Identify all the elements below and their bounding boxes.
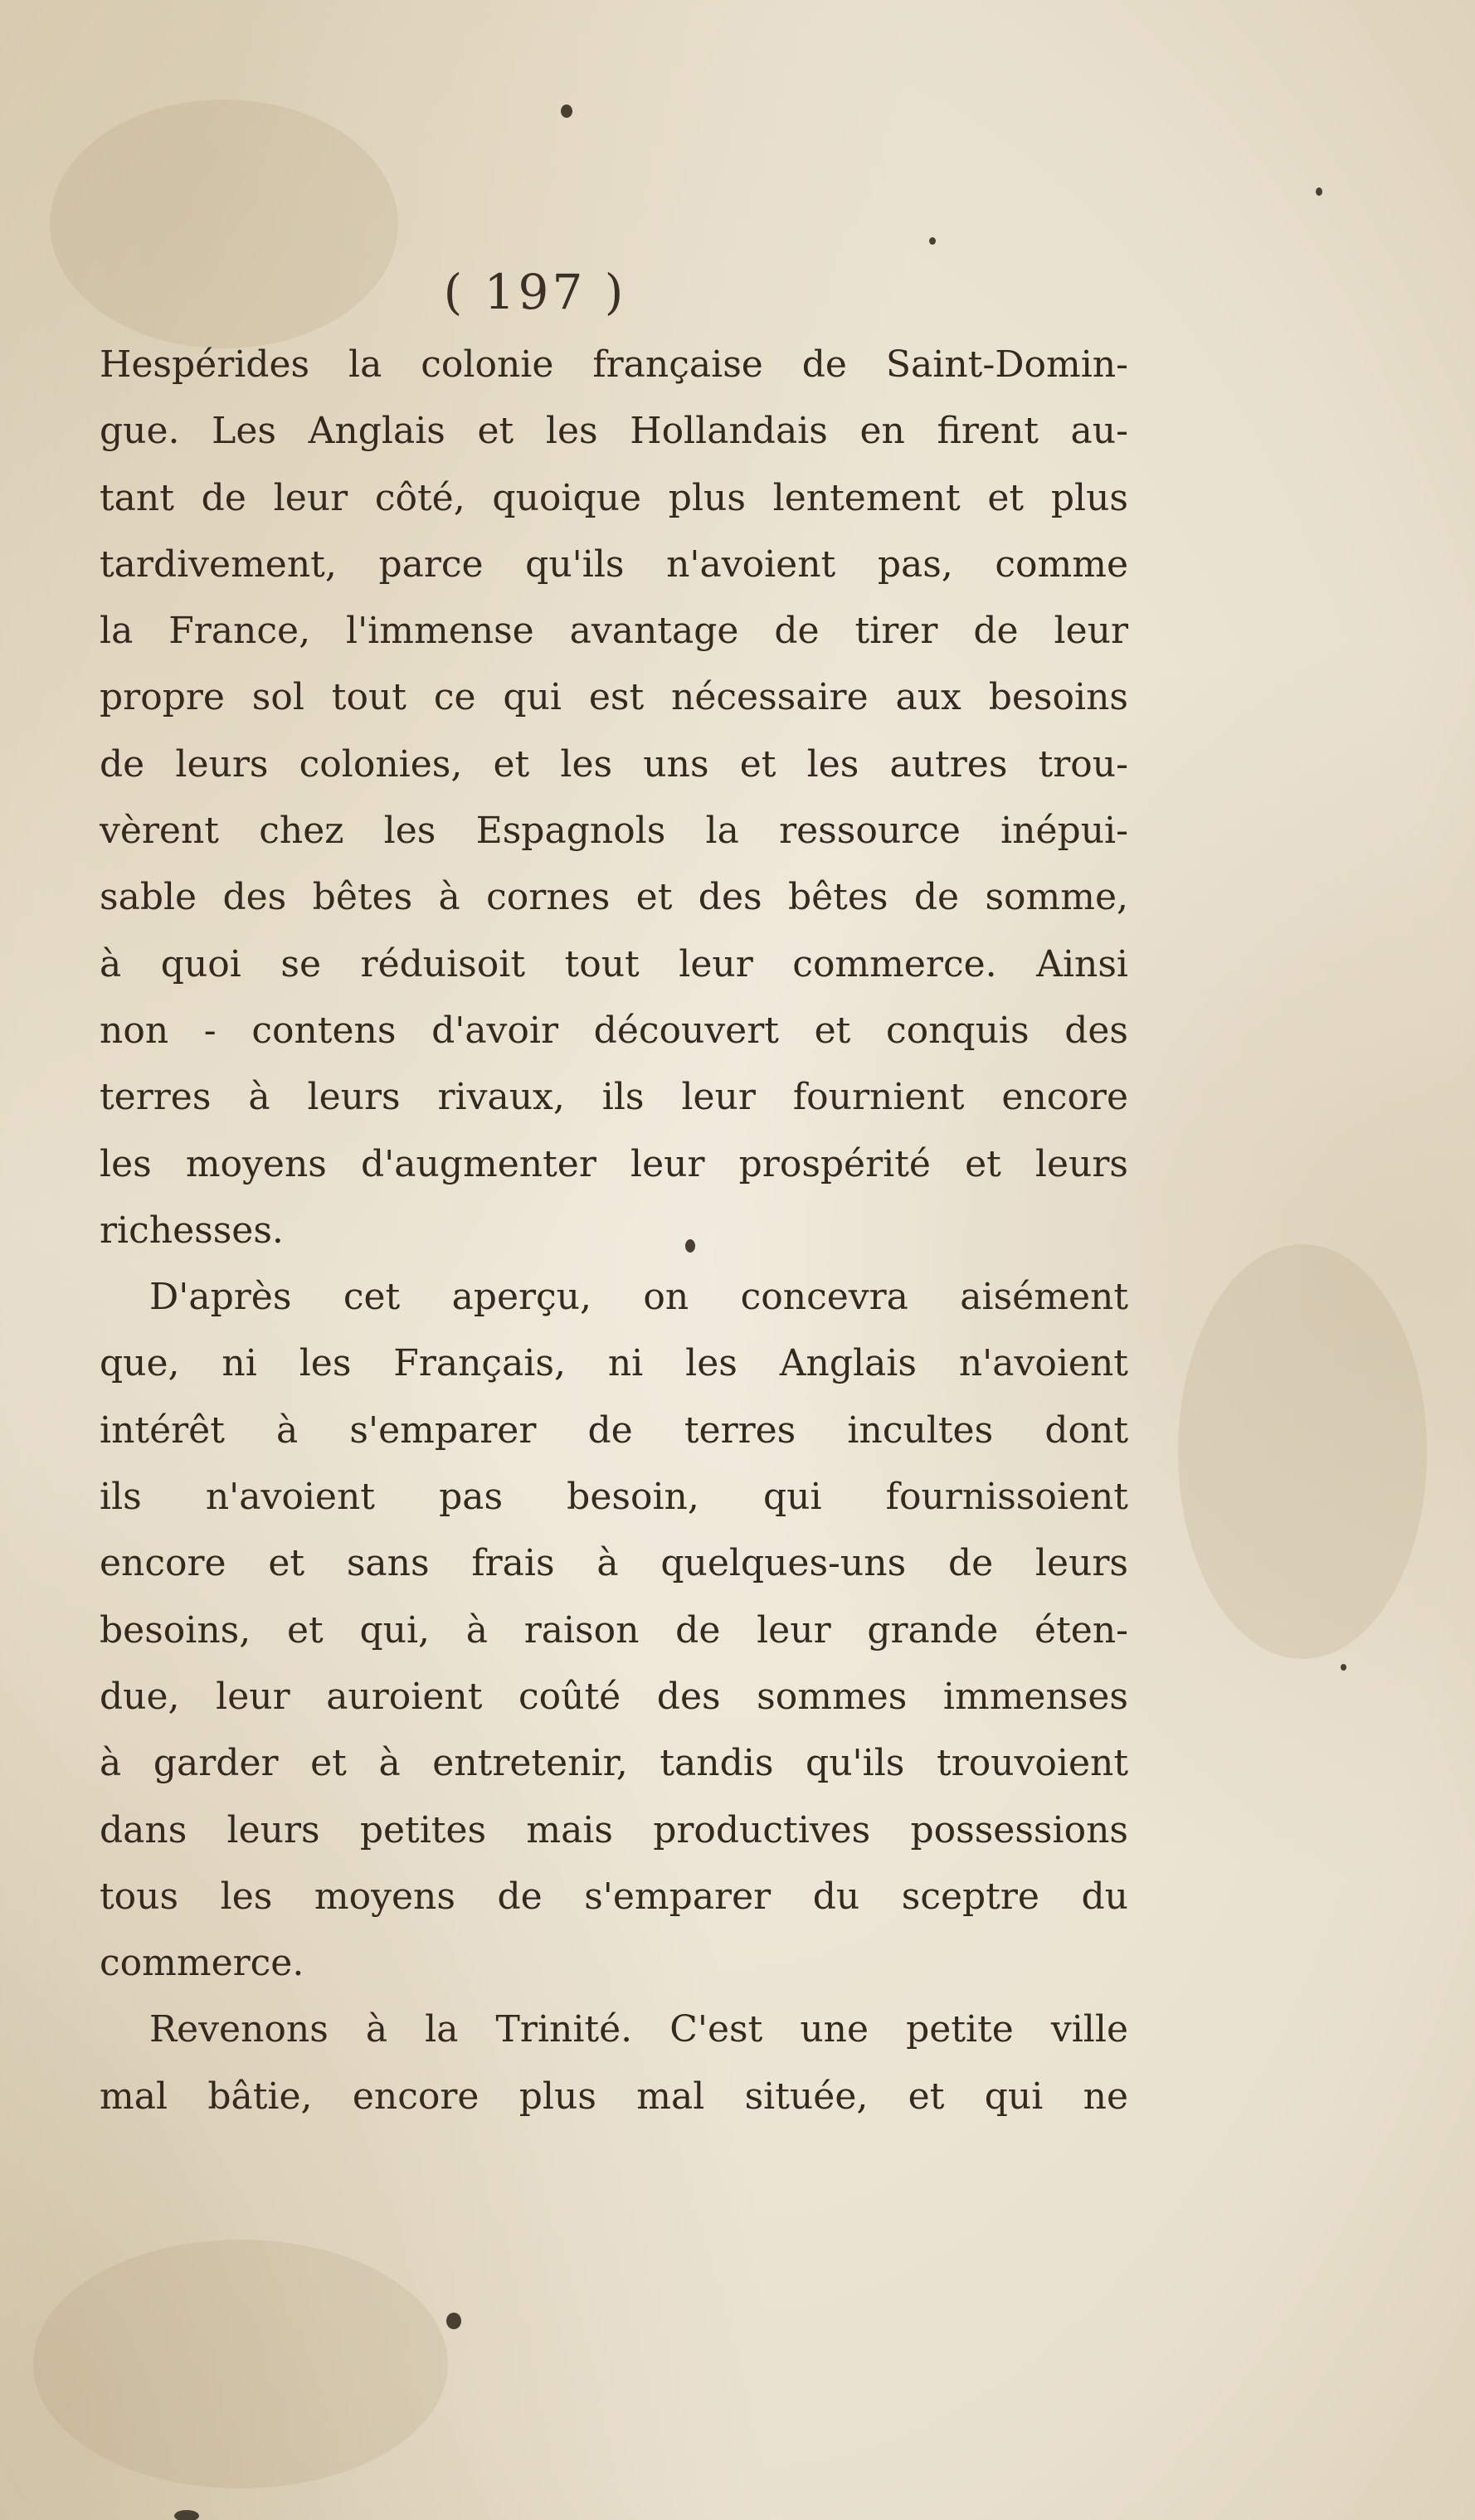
text-line: à garder et à entretenir, tandis qu'ils trouvoient — [100, 1742, 1128, 1785]
text-line: la France, l'immense avantage de tirer de leur — [100, 610, 1128, 653]
text-line: due, leur auroient coûté des sommes immenses — [100, 1675, 1128, 1718]
page-number: ( 197 ) — [443, 264, 627, 320]
text-line: tardivement, parce qu'ils n'avoient pas, comme — [100, 542, 1128, 586]
body-text — [100, 332, 1128, 2130]
paragraph — [100, 332, 1128, 1264]
text-line: mal bâtie, encore plus mal située, et qui ne — [100, 2075, 1128, 2118]
text-line: besoins, et qui, à raison de leur grande éten- — [100, 1608, 1128, 1652]
text-line: que, ni les Français, ni les Anglais n'avoient — [100, 1342, 1128, 1385]
text-line: D'après cet aperçu, on concevra aisément — [149, 1276, 1128, 1319]
text-line: les moyens d'augmenter leur prospérité et leurs — [100, 1142, 1128, 1185]
paper-stain — [1178, 1244, 1427, 1659]
text-line: intérêt à s'emparer de terres incultes dont — [100, 1408, 1128, 1452]
paragraph — [100, 1997, 1128, 2130]
text-line: encore et sans frais à quelques-uns de leurs — [100, 1542, 1128, 1585]
ink-speck — [561, 105, 572, 118]
paper-stain — [33, 2240, 448, 2488]
ink-speck — [1341, 1664, 1346, 1671]
text-line: à quoi se réduisoit tout leur commerce. Ainsi — [100, 942, 1128, 985]
text-line: non - contens d'avoir découvert et conquis des — [100, 1009, 1128, 1052]
text-line: tous les moyens de s'emparer du sceptre du — [100, 1875, 1128, 1918]
ink-speck — [446, 2313, 461, 2329]
text-line: Hespérides la colonie française de Saint-Domin- — [100, 343, 1128, 386]
text-line: propre sol tout ce qui est nécessaire aux besoins — [100, 676, 1128, 719]
text-line: tant de leur côté, quoique plus lentement et plus — [100, 476, 1128, 519]
ink-speck — [929, 237, 936, 245]
text-line: dans leurs petites mais productives possessions — [100, 1808, 1128, 1851]
ink-speck — [174, 2510, 199, 2520]
ink-speck — [1316, 187, 1322, 196]
text-line: richesses. — [100, 1209, 284, 1252]
text-line: ils n'avoient pas besoin, qui fournissoient — [100, 1476, 1128, 1519]
text-line: terres à leurs rivaux, ils leur fournient encore — [100, 1076, 1128, 1119]
text-line: commerce. — [100, 1942, 304, 1985]
text-line: gue. Les Anglais et les Hollandais en firent au- — [100, 410, 1128, 453]
paragraph — [100, 1264, 1128, 1997]
text-line: Revenons à la Trinité. C'est une petite ville — [149, 2008, 1128, 2051]
text-line: de leurs colonies, et les uns et les autres trou- — [100, 742, 1128, 786]
text-line: sable des bêtes à cornes et des bêtes de somme, — [100, 876, 1128, 919]
text-line: vèrent chez les Espagnols la ressource inépui- — [100, 810, 1128, 853]
